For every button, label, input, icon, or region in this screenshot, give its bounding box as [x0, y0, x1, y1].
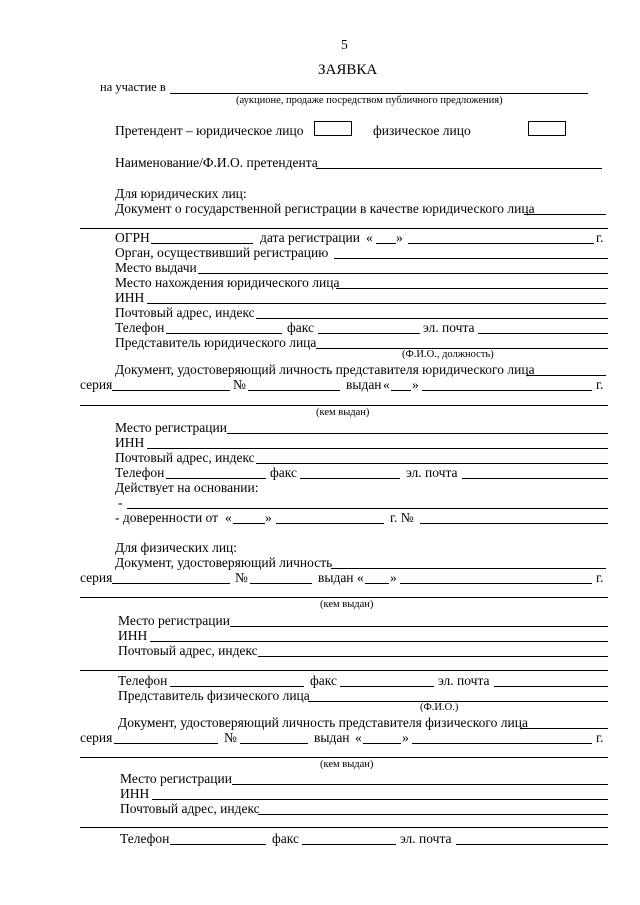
- ph-quote-close: »: [390, 570, 397, 585]
- ph-rep-issued-by-hint: (кем выдан): [320, 759, 374, 770]
- physical-person-label: физическое лицо: [373, 123, 471, 138]
- proxy-day-line[interactable]: [233, 523, 265, 524]
- participation-hint: (аукционе, продаже посредством публичного предложения): [236, 95, 503, 106]
- organ-line[interactable]: [334, 258, 608, 259]
- basis-line[interactable]: [127, 508, 608, 509]
- ph-issued-by-hint: (кем выдан): [320, 599, 374, 610]
- ph-rep-num-label: №: [224, 730, 237, 745]
- issue-place-label: Место выдачи: [115, 260, 197, 275]
- num-label: №: [233, 377, 246, 392]
- quote-open: «: [366, 230, 373, 245]
- rep-email-line[interactable]: [462, 478, 608, 479]
- rep-inn-line[interactable]: [147, 448, 608, 449]
- rep-label: Представитель юридического лица: [115, 335, 317, 350]
- ph-rep-quote-open: «: [355, 730, 362, 745]
- postal-label: Почтовый адрес, индекс: [115, 305, 255, 320]
- proxy-quote-open: «: [225, 510, 232, 525]
- ph-year-label: г.: [596, 570, 604, 585]
- rep-email-label: эл. почта: [406, 465, 458, 480]
- rep-phone-line[interactable]: [166, 478, 266, 479]
- proxy-num-line[interactable]: [420, 523, 608, 524]
- issued-by-hint: (кем выдан): [316, 407, 370, 418]
- ph-rep-fax-line[interactable]: [302, 844, 396, 845]
- legal-heading: Для юридических лиц:: [115, 186, 247, 201]
- email-line[interactable]: [478, 333, 608, 334]
- rep-postal-line[interactable]: [256, 463, 608, 464]
- ph-rep-email-line[interactable]: [456, 844, 608, 845]
- issued-year-label: г.: [596, 377, 604, 392]
- issued-quote-close: »: [412, 377, 419, 392]
- quote-close: »: [396, 230, 403, 245]
- ph-phone-line[interactable]: [170, 686, 304, 687]
- issued-month-line[interactable]: [422, 390, 592, 391]
- postal-line[interactable]: [256, 318, 608, 319]
- ph-rep-doc-line[interactable]: [520, 728, 608, 729]
- ph-rep-year-label: г.: [596, 730, 604, 745]
- proxy-month-line[interactable]: [276, 523, 384, 524]
- basis-label: Действует на основании:: [115, 480, 259, 495]
- ph-quote-open: «: [357, 570, 364, 585]
- rep-doc-line[interactable]: [526, 375, 606, 376]
- page-title: ЗАЯВКА: [318, 62, 378, 78]
- issued-by-line[interactable]: [80, 405, 608, 406]
- participation-label: на участие в: [100, 80, 166, 94]
- ph-num-line[interactable]: [250, 583, 312, 584]
- reg-place-line[interactable]: [227, 433, 608, 434]
- ph-rep-month-line[interactable]: [412, 743, 592, 744]
- ph-rep-postal-line[interactable]: [258, 814, 608, 815]
- inn-label: ИНН: [115, 290, 145, 305]
- rep-inn-label: ИНН: [115, 435, 145, 450]
- ph-rep-reg-place-line[interactable]: [232, 784, 608, 785]
- ph-rep-line[interactable]: [308, 701, 608, 702]
- fax-line[interactable]: [318, 333, 420, 334]
- email-label: эл. почта: [423, 320, 475, 335]
- ph-rep-reg-place-label: Место регистрации: [120, 771, 232, 786]
- ph-series-label: серия: [80, 570, 113, 585]
- num-line[interactable]: [248, 390, 340, 391]
- ph-month-line[interactable]: [400, 583, 592, 584]
- ph-rep-postal-label: Почтовый адрес, индекс: [120, 801, 260, 816]
- phone-line[interactable]: [166, 333, 282, 334]
- ph-rep-inn-label: ИНН: [120, 786, 150, 801]
- ph-rep-postal-line-2[interactable]: [80, 827, 608, 828]
- location-label: Место нахождения юридического лица: [115, 275, 340, 290]
- basis-dash: -: [118, 495, 123, 510]
- ph-rep-phone-label: Телефон: [120, 831, 170, 846]
- legal-doc-line-2[interactable]: [80, 228, 608, 229]
- legal-doc-label: Документ о государственной регистрации в качестве юридического лица: [115, 201, 535, 216]
- reg-day-line[interactable]: [376, 243, 396, 244]
- ph-postal-line-2[interactable]: [80, 670, 608, 671]
- physical-doc-line[interactable]: [331, 568, 606, 569]
- ph-inn-label: ИНН: [118, 628, 148, 643]
- proxy-quote-close: »: [265, 510, 272, 525]
- ph-rep-email-label: эл. почта: [400, 831, 452, 846]
- reg-month-line[interactable]: [408, 243, 594, 244]
- ph-reg-place-label: Место регистрации: [118, 613, 230, 628]
- issue-place-line[interactable]: [198, 273, 608, 274]
- ph-rep-inn-line[interactable]: [152, 799, 608, 800]
- ph-rep-hint: (Ф.И.О.): [420, 702, 459, 713]
- ph-issued-by-line[interactable]: [80, 597, 608, 598]
- name-line[interactable]: [316, 168, 602, 169]
- ph-rep-num-line[interactable]: [240, 743, 308, 744]
- ph-rep-fax-label: факс: [272, 831, 299, 846]
- ph-rep-quote-close: »: [402, 730, 409, 745]
- name-label: Наименование/Ф.И.О. претендента: [115, 155, 318, 170]
- year-label: г.: [596, 230, 604, 245]
- ph-rep-phone-line[interactable]: [170, 844, 266, 845]
- legal-doc-line[interactable]: [524, 214, 606, 215]
- ogrn-label: ОГРН: [115, 230, 150, 245]
- fax-label: факс: [287, 320, 314, 335]
- ph-rep-issued-by-line[interactable]: [80, 757, 608, 758]
- ph-rep-doc-label: Документ, удостоверяющий личность представителя физического лица: [118, 715, 528, 730]
- series-line[interactable]: [112, 390, 230, 391]
- physical-heading: Для физических лиц:: [115, 540, 238, 555]
- ph-fax-line[interactable]: [340, 686, 434, 687]
- organ-label: Орган, осуществивший регистрацию: [115, 245, 329, 260]
- ph-rep-day-line[interactable]: [363, 743, 401, 744]
- ph-phone-label: Телефон: [118, 673, 168, 688]
- proxy-label: - доверенности от: [115, 510, 219, 525]
- phone-label: Телефон: [115, 320, 165, 335]
- ph-rep-series-label: серия: [80, 730, 113, 745]
- location-line[interactable]: [336, 288, 608, 289]
- physical-doc-label: Документ, удостоверяющий личность: [115, 555, 333, 570]
- rep-fax-label: факс: [270, 465, 297, 480]
- proxy-num-label: г. №: [390, 510, 414, 525]
- ph-email-label: эл. почта: [438, 673, 490, 688]
- ph-rep-label: Представитель физического лица: [118, 688, 310, 703]
- ph-series-line[interactable]: [112, 583, 230, 584]
- legal-entity-checkbox[interactable]: [314, 121, 352, 136]
- reg-place-label: Место регистрации: [115, 420, 227, 435]
- ph-postal-line[interactable]: [258, 656, 608, 657]
- physical-person-checkbox[interactable]: [528, 121, 566, 136]
- participation-line[interactable]: [170, 93, 588, 94]
- issued-quote-open: «: [383, 377, 390, 392]
- rep-postal-label: Почтовый адрес, индекс: [115, 450, 255, 465]
- ph-postal-label: Почтовый адрес, индекс: [118, 643, 258, 658]
- ph-fax-label: факс: [310, 673, 337, 688]
- page-number: 5: [341, 37, 348, 52]
- inn-line[interactable]: [147, 303, 606, 304]
- series-label: серия: [80, 377, 113, 392]
- ph-email-line[interactable]: [494, 686, 608, 687]
- ph-inn-line[interactable]: [150, 641, 608, 642]
- rep-fax-line[interactable]: [300, 478, 400, 479]
- issued-label: выдан: [346, 377, 382, 392]
- ph-day-line[interactable]: [365, 583, 389, 584]
- reg-date-label: дата регистрации: [260, 230, 360, 245]
- ph-rep-series-line[interactable]: [114, 743, 218, 744]
- ph-reg-place-line[interactable]: [230, 626, 608, 627]
- rep-doc-label: Документ, удостоверяющий личность представителя юридического лица: [115, 362, 535, 377]
- rep-phone-label: Телефон: [115, 465, 165, 480]
- issued-day-line[interactable]: [391, 390, 411, 391]
- ph-issued-label: выдан: [318, 570, 354, 585]
- legal-entity-label: Претендент – юридическое лицо: [115, 123, 304, 138]
- rep-hint: (Ф.И.О., должность): [402, 349, 494, 360]
- ph-rep-issued-label: выдан: [314, 730, 350, 745]
- ogrn-line[interactable]: [151, 243, 253, 244]
- ph-num-label: №: [235, 570, 248, 585]
